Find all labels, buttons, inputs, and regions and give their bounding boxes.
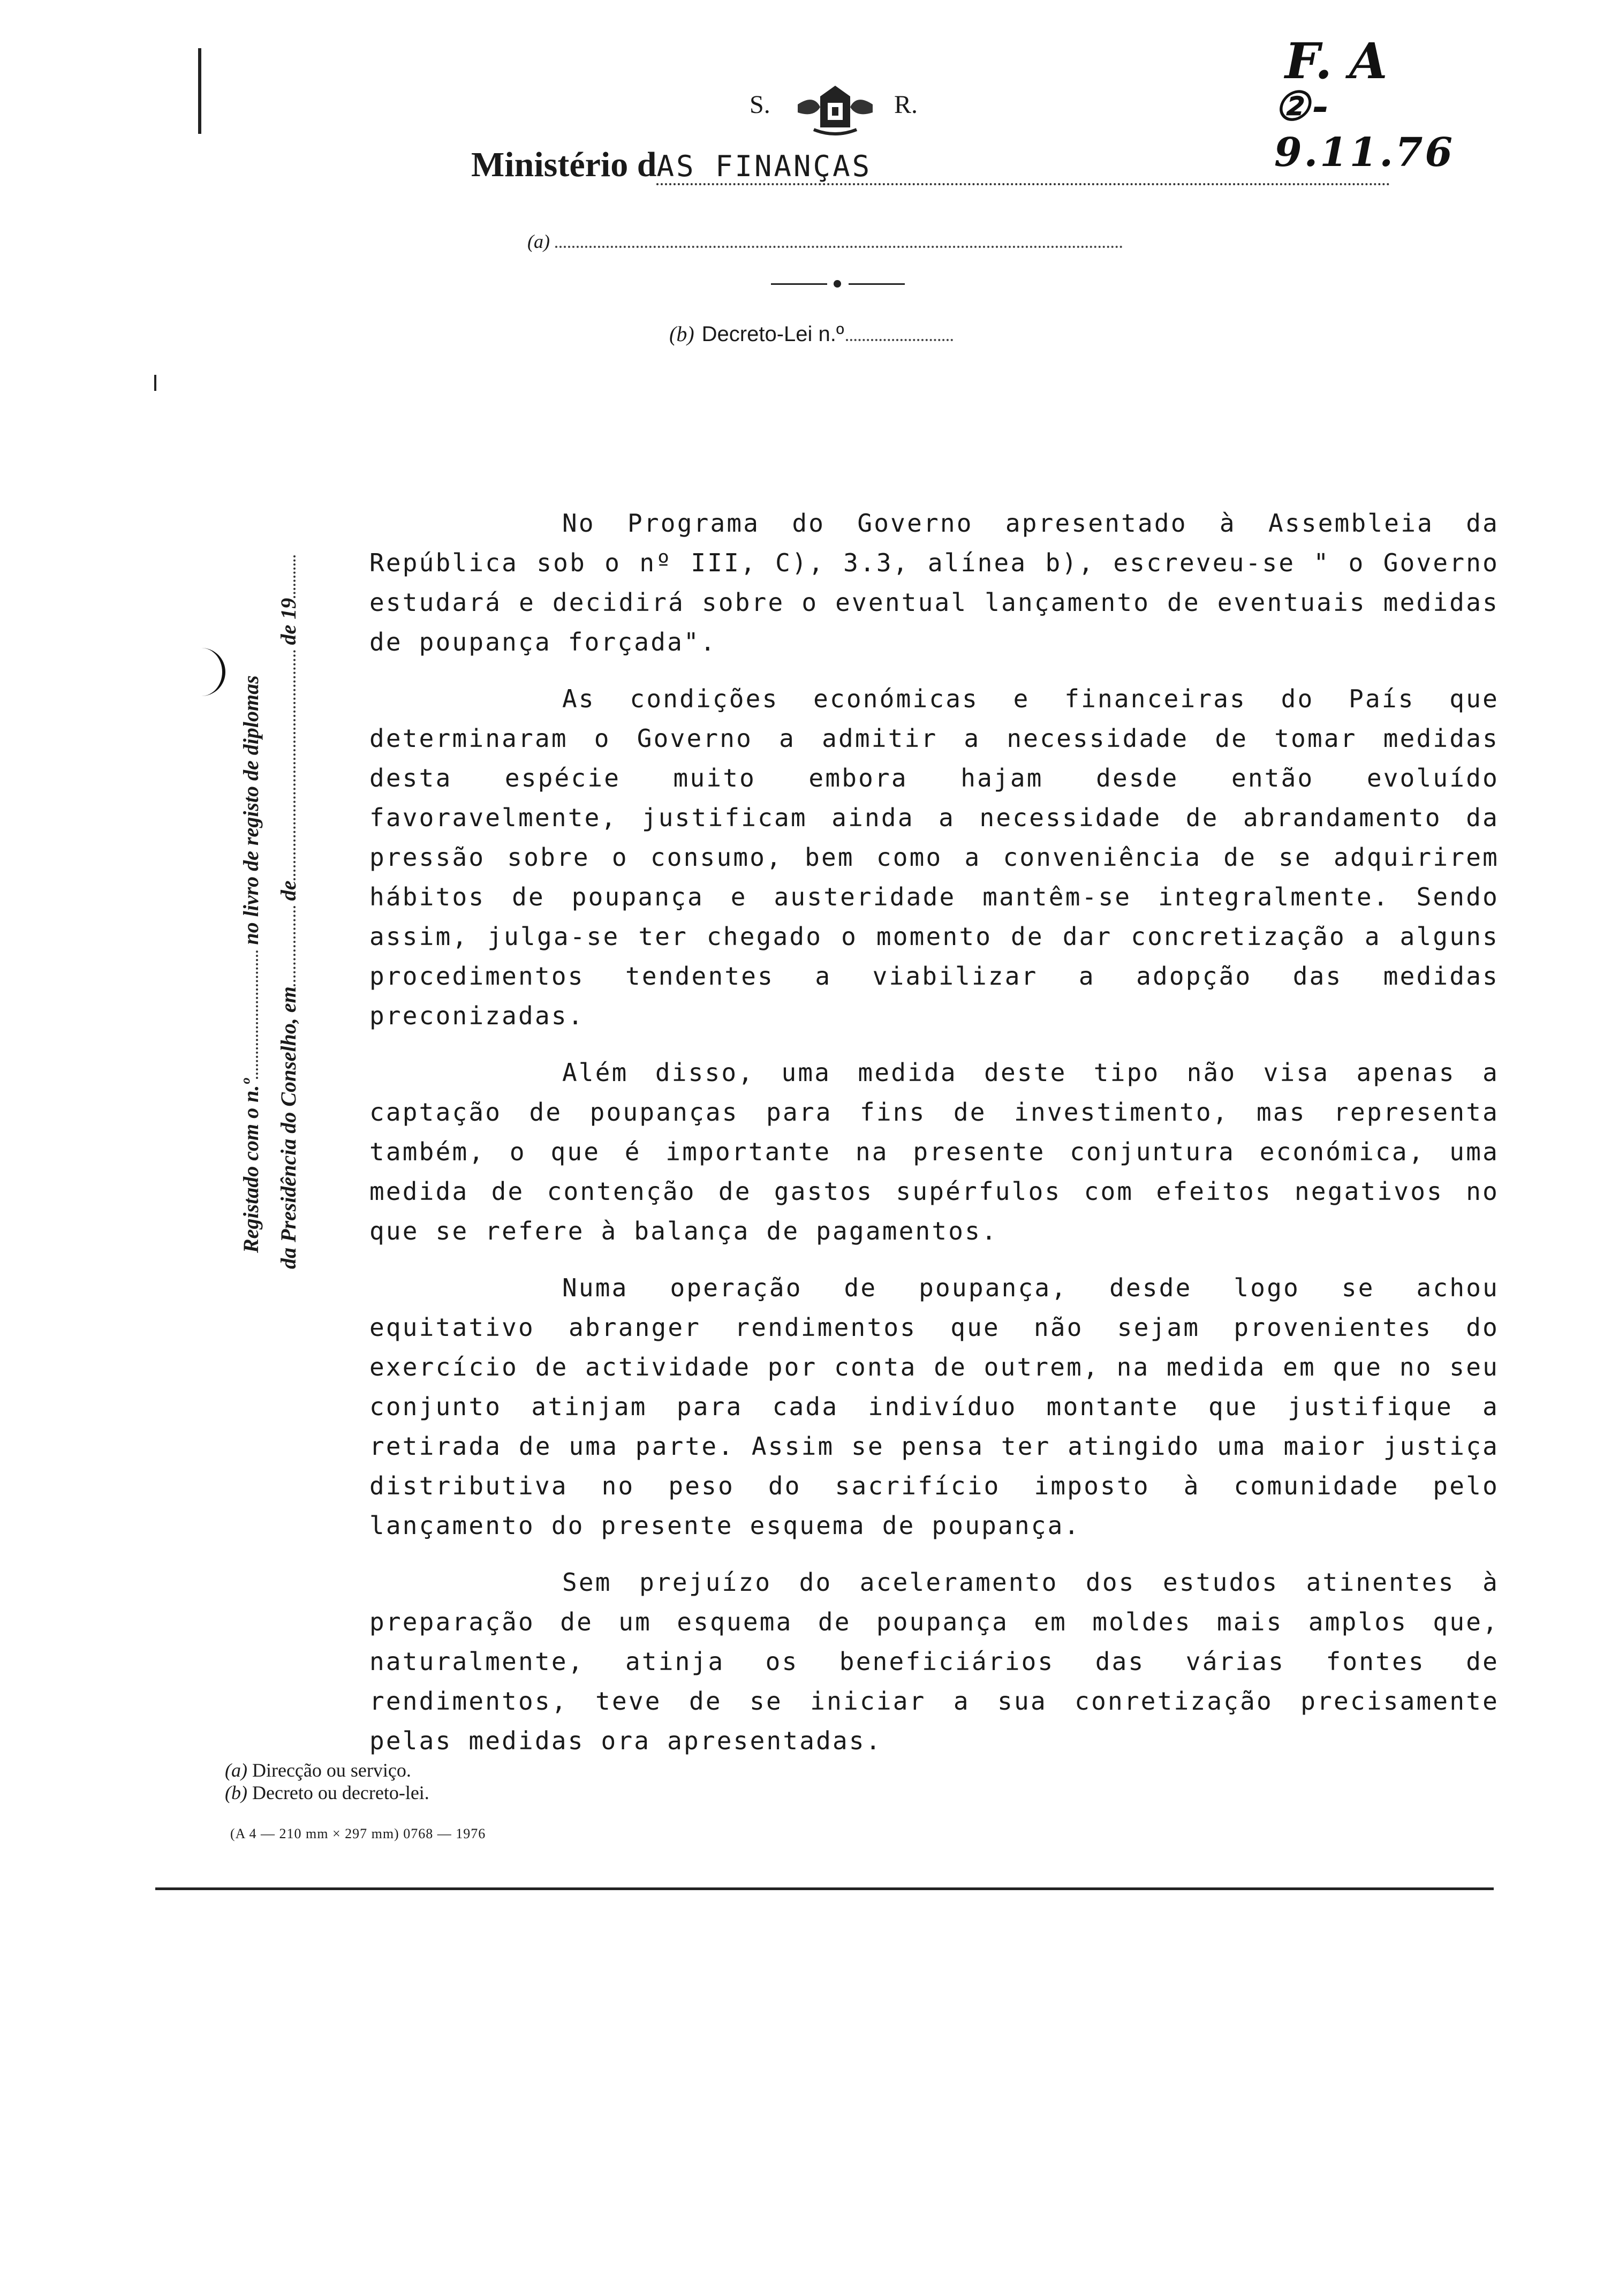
decree-field-label: Decreto-Lei n.º xyxy=(701,322,844,346)
registration-sidebar xyxy=(185,514,324,1269)
paragraph-4: Numa operação de poupança, desde logo se achou equitativo abranger rendimentos que não sejam provenientes do exercício de actividade por conta de outrem, na medida em que no seu conjunto atinjam para cada indivíduo montante que justifique a retirada de uma parte. Assim se pensa ter atingido uma maior justiça distributiva no peso do sacrifício imposto à comunidade pelo lançamento do presente esquema de poupança. xyxy=(369,1273,1499,1540)
decree-preamble xyxy=(369,503,1499,1778)
paragraph-5: Sem prejuízo do aceleramento dos estudos atinentes à preparação de um esquema de poupança em moldes mais amplos que, naturalmente, atinja os beneficiários das várias fontes de rendimentos, teve de se iniciar a sua conretização precisamente pelas medidas ora apresentadas. xyxy=(369,1568,1499,1755)
decree-number-field xyxy=(669,321,953,346)
paragraph-2: As condições económicas e financeiras do País que determinaram o Governo a admitir a necessidade de tomar medidas desta espécie muito embora hajam desde então evoluído favoravelmente, justificam ainda a necessidade de abrandamento da pressão sobre o consumo, bem como a conveniência de se adquirirem hábitos de poupança e austeridade mantêm-se integralmente. Sendo assim, julga-se ter chegado o momento de dar concretização a alguns procedimentos tendentes a viabilizar a adopção das medidas preconizadas. xyxy=(369,684,1499,1030)
margin-mark xyxy=(154,375,156,391)
margin-mark xyxy=(198,48,201,134)
footnote-b: (b) Decreto ou decreto-lei. xyxy=(225,1782,429,1803)
footnotes xyxy=(225,1759,429,1804)
ministry-prefix: Ministério d xyxy=(471,145,657,184)
decree-field-tag: (b) xyxy=(669,322,694,346)
registration-line-2: da Presidência do Conselho, em de de 19 xyxy=(276,555,301,1269)
header-s-letter: S. xyxy=(750,90,770,119)
registration-line-1: Registado com o n.º no livro de registo de diplomas xyxy=(239,675,263,1253)
footnote-a: (a) Direcção ou serviço. xyxy=(225,1759,411,1781)
paragraph-1: No Programa do Governo apresentado à Assembleia da República sob o nº III, C), 3.3, alínea b), escreveu-se " o Governo estudará e decidirá sobre o eventual lançamento de eventuais medidas de poupança forçada". xyxy=(369,509,1499,656)
header-r-letter: R. xyxy=(894,90,918,119)
stamp-initials: F. A xyxy=(1285,32,1388,90)
header-sr xyxy=(750,80,932,139)
ministry-name-field: AS FINANÇAS xyxy=(656,149,1390,185)
direction-field xyxy=(527,230,1123,253)
stamp-date: ②- 9.11.76 xyxy=(1274,84,1455,176)
header-divider xyxy=(771,278,905,289)
direction-field-line xyxy=(555,246,1123,248)
form-identifier: (A 4 — 210 mm × 297 mm) 0768 — 1976 xyxy=(230,1826,486,1841)
ministry-title xyxy=(471,145,1390,185)
bottom-rule xyxy=(155,1887,1494,1890)
coat-of-arms-icon xyxy=(792,80,878,139)
paragraph-3: Além disso, uma medida deste tipo não visa apenas a captação de poupanças para fins de investimento, mas representa também, o que é importante na presente conjuntura económica, uma medida de contenção de gastos supérfulos com efeitos negativos no que se refere à balança de pagamentos. xyxy=(369,1058,1499,1245)
handwritten-stamp xyxy=(1274,32,1499,176)
direction-field-label: (a) xyxy=(527,231,550,252)
decree-field-line xyxy=(846,339,953,341)
